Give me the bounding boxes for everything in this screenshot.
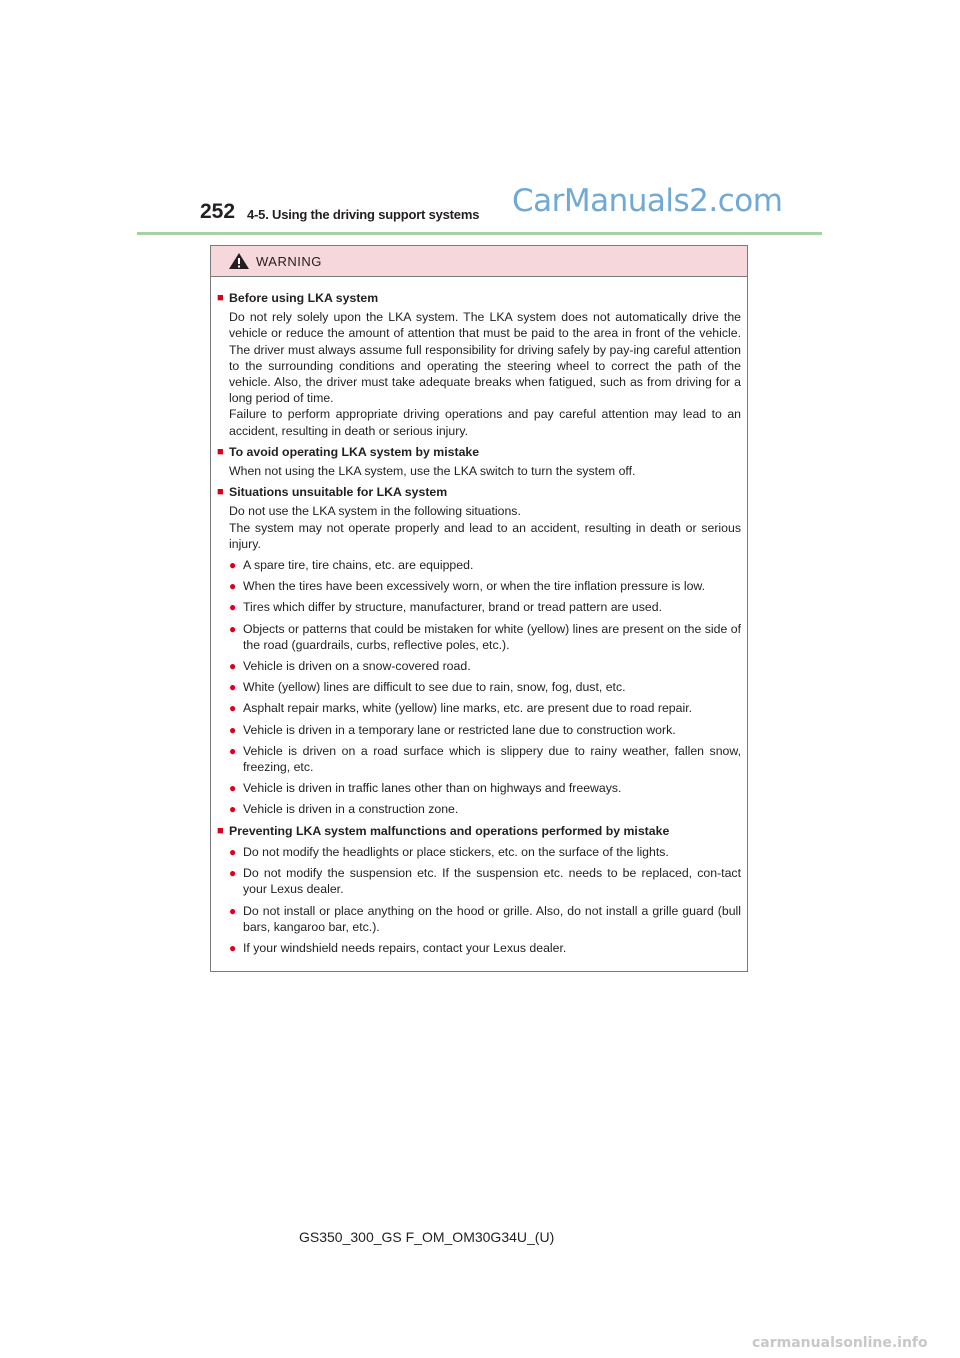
paragraph: The system may not operate properly and lead to an accident, resulting in death or serious injury.	[229, 520, 741, 551]
list-item	[229, 722, 741, 738]
round-bullet-icon: ●	[229, 940, 237, 955]
section-heading	[217, 290, 741, 306]
round-bullet-icon: ●	[229, 680, 237, 695]
paragraph: Do not use the LKA system in the following situations.	[229, 504, 521, 519]
list-item	[229, 679, 741, 695]
square-bullet-icon: ■	[217, 486, 224, 499]
list-item-text: Do not install or place anything on the hood or grille. Also, do not install a grille guard (bull bars, kangaroo bar, etc.).	[243, 903, 741, 934]
section-heading-text: To avoid operating LKA system by mistake	[229, 444, 480, 459]
round-bullet-icon: ●	[229, 802, 237, 817]
list-item-text: Vehicle is driven in a construction zone.	[243, 802, 459, 817]
round-bullet-icon: ●	[229, 844, 237, 859]
round-bullet-icon: ●	[229, 621, 237, 636]
section-heading	[217, 823, 741, 839]
section-heading	[217, 484, 741, 500]
warning-triangle-icon	[228, 252, 250, 270]
warning-box	[210, 245, 748, 972]
list-item	[229, 599, 741, 615]
list-item	[229, 780, 741, 796]
list-item	[229, 557, 741, 573]
section-title: 4-5. Using the driving support systems	[247, 207, 480, 222]
round-bullet-icon: ●	[229, 579, 237, 594]
list-item	[229, 903, 741, 935]
round-bullet-icon: ●	[229, 866, 237, 881]
warning-header	[211, 246, 747, 277]
list-item	[229, 940, 741, 956]
paragraph: Failure to perform appropriate driving operations and pay careful attention may lead to an accident, resulting in death or serious injury.	[229, 407, 741, 438]
paragraph: Do not rely solely upon the LKA system. The LKA system does not automatically drive the vehicle or reduce the amount of attention that must be paid to the area in front of the vehicle. The driver must always assume full responsibility for driving safely by pay-ing careful attention to the surrounding conditions and operating the steering wheel to correct the path of the vehicle. Also, the driver must take adequate breaks when fatigued, such as from driving for a long period of time.	[229, 310, 741, 406]
round-bullet-icon: ●	[229, 722, 237, 737]
section-heading-text: Preventing LKA system malfunctions and operations performed by mistake	[229, 823, 670, 838]
list-item	[229, 801, 741, 817]
list-item-text: When the tires have been excessively worn, or when the tire inflation pressure is low.	[243, 579, 706, 594]
list-item-text: Vehicle is driven in a temporary lane or restricted lane due to construction work.	[243, 722, 676, 737]
section-heading-text: Before using LKA system	[229, 291, 379, 305]
list-item-text: Tires which differ by structure, manufacturer, brand or tread pattern are used.	[243, 600, 662, 615]
list-item-text: White (yellow) lines are difficult to see due to rain, snow, fog, dust, etc.	[243, 680, 626, 695]
paragraph: When not using the LKA system, use the LKA switch to turn the system off.	[229, 464, 636, 479]
list-item-text: Vehicle is driven on a snow-covered road.	[243, 659, 471, 674]
list-item	[229, 578, 741, 594]
list-item-text: A spare tire, tire chains, etc. are equipped.	[243, 558, 474, 573]
warning-body	[211, 277, 747, 956]
list-item-text: Asphalt repair marks, white (yellow) line marks, etc. are present due to road repair.	[243, 701, 693, 716]
list-item	[229, 743, 741, 775]
square-bullet-icon: ■	[217, 445, 224, 458]
section-heading-text: Situations unsuitable for LKA system	[229, 485, 448, 500]
document-code: GS350_300_GS F_OM_OM30G34U_(U)	[299, 1229, 555, 1245]
list-item-text: Do not modify the headlights or place stickers, etc. on the surface of the lights.	[243, 844, 669, 859]
warning-label: WARNING	[256, 253, 322, 269]
site-watermark: carmanualsonline.info	[752, 1335, 928, 1351]
round-bullet-icon: ●	[229, 743, 237, 758]
round-bullet-icon: ●	[229, 659, 237, 674]
list-item	[229, 700, 741, 716]
list-item-text: Vehicle is driven on a road surface which is slippery due to rainy weather, fallen snow, freezing, etc.	[243, 743, 741, 775]
round-bullet-icon: ●	[229, 558, 237, 573]
round-bullet-icon: ●	[229, 701, 237, 716]
list-item-text: Objects or patterns that could be mistaken for white (yellow) lines are present on the side of the road (guardrails, curbs, reflective poles, etc.).	[243, 621, 741, 652]
list-item-text: Do not modify the suspension etc. If the suspension etc. needs to be replaced, con-tact your Lexus dealer.	[243, 866, 741, 897]
section-heading	[217, 444, 741, 460]
square-bullet-icon: ■	[217, 292, 224, 304]
list-item-text: Vehicle is driven in traffic lanes other than on highways and freeways.	[243, 781, 622, 796]
watermark: CarManuals2.com	[512, 183, 783, 219]
header-divider	[137, 232, 822, 235]
square-bullet-icon: ■	[217, 824, 224, 837]
list-item	[229, 865, 741, 897]
round-bullet-icon: ●	[229, 903, 237, 918]
round-bullet-icon: ●	[229, 781, 237, 796]
list-item	[229, 844, 741, 860]
round-bullet-icon: ●	[229, 600, 237, 615]
list-item	[229, 621, 741, 653]
list-item-text: If your windshield needs repairs, contact your Lexus dealer.	[243, 940, 567, 955]
list-item	[229, 658, 741, 674]
page-number: 252	[200, 200, 236, 223]
